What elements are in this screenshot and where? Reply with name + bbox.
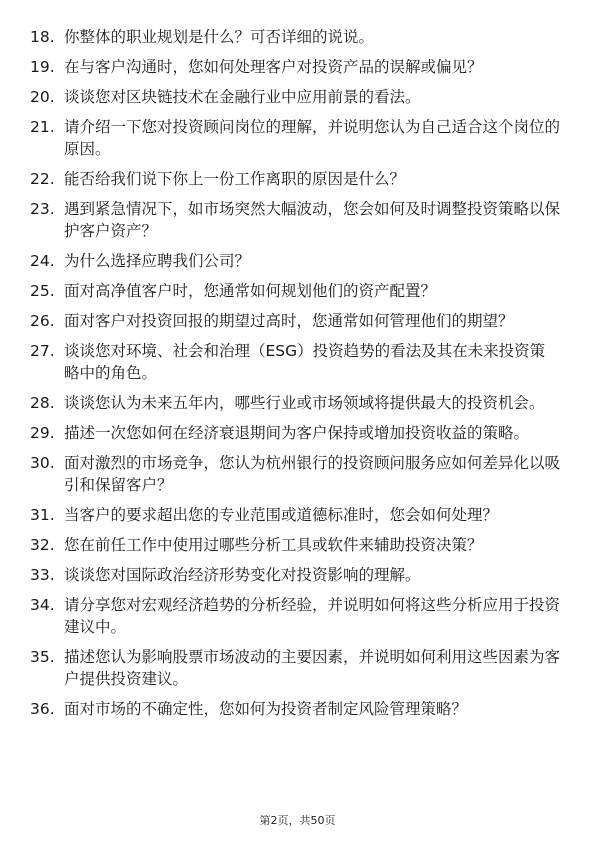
question-number: 34. [30, 596, 55, 614]
question-number: 23. [30, 200, 55, 218]
question-number: 35. [30, 648, 55, 666]
question-item [30, 310, 560, 332]
question-number: 29. [30, 424, 55, 442]
question-number: 28. [30, 394, 55, 412]
question-text: 描述您认为影响股票市场波动的主要因素，并说明如何利用这些因素为客户提供投资建议。 [64, 648, 561, 688]
question-text: 面对客户对投资回报的期望过高时，您通常如何管理他们的期望？ [64, 312, 514, 330]
question-item [30, 698, 560, 720]
question-item [30, 392, 560, 414]
question-item [30, 564, 560, 586]
question-number: 32. [30, 536, 55, 554]
question-number: 26. [30, 312, 55, 330]
question-item [30, 250, 560, 272]
question-text: 谈谈您对环境、社会和治理（ESG）投资趋势的看法及其在未来投资策略中的角色。 [64, 342, 546, 382]
question-number: 30. [30, 454, 55, 472]
question-number: 18. [30, 28, 55, 46]
question-text: 谈谈您认为未来五年内，哪些行业或市场领域将提供最大的投资机会。 [64, 394, 545, 412]
question-text: 能否给我们说下你上一份工作离职的原因是什么？ [64, 170, 406, 188]
question-item [30, 504, 560, 526]
question-text: 描述一次您如何在经济衰退期间为客户保持或增加投资收益的策略。 [64, 424, 530, 442]
question-text: 在与客户沟通时，您如何处理客户对投资产品的误解或偏见？ [64, 58, 483, 76]
question-item [30, 646, 560, 690]
question-text: 面对激烈的市场竞争，您认为杭州银行的投资顾问服务应如何差异化以吸引和保留客户？ [64, 454, 561, 494]
question-text: 谈谈您对国际政治经济形势变化对投资影响的理解。 [64, 566, 421, 584]
question-text: 您在前任工作中使用过哪些分析工具或软件来辅助投资决策？ [64, 536, 483, 554]
question-text: 遇到紧急情况下，如市场突然大幅波动，您会如何及时调整投资策略以保护客户资产？ [64, 200, 561, 240]
page-number-label: 第2页，共50页 [259, 814, 336, 827]
question-text: 谈谈您对区块链技术在金融行业中应用前景的看法。 [64, 88, 421, 106]
question-text: 请分享您对宏观经济趋势的分析经验，并说明如何将这些分析应用于投资建议中。 [64, 596, 561, 636]
question-number: 33. [30, 566, 55, 584]
question-item [30, 534, 560, 556]
question-item [30, 86, 560, 108]
question-number: 20. [30, 88, 55, 106]
question-text: 当客户的要求超出您的专业范围或道德标准时，您会如何处理？ [64, 506, 499, 524]
question-item [30, 340, 560, 384]
question-number: 22. [30, 170, 55, 188]
question-text: 请介绍一下您对投资顾问岗位的理解，并说明您认为自己适合这个岗位的原因。 [64, 118, 561, 158]
question-number: 24. [30, 252, 55, 270]
question-item [30, 116, 560, 160]
question-number: 25. [30, 282, 55, 300]
question-text: 面对高净值客户时，您通常如何规划他们的资产配置？ [64, 282, 437, 300]
question-item [30, 452, 560, 496]
question-item [30, 594, 560, 638]
question-item [30, 280, 560, 302]
question-item [30, 198, 560, 242]
question-item [30, 56, 560, 78]
question-item [30, 422, 560, 444]
question-number: 27. [30, 342, 55, 360]
question-number: 36. [30, 700, 55, 718]
question-item [30, 26, 560, 48]
question-number: 31. [30, 506, 55, 524]
question-item [30, 168, 560, 190]
question-text: 你整体的职业规划是什么？可否详细的说说。 [64, 28, 375, 46]
page-footer [0, 812, 595, 828]
question-text: 面对市场的不确定性，您如何为投资者制定风险管理策略？ [64, 700, 468, 718]
question-list [30, 26, 560, 728]
question-number: 19. [30, 58, 55, 76]
question-text: 为什么选择应聘我们公司？ [64, 252, 251, 270]
question-number: 21. [30, 118, 55, 136]
